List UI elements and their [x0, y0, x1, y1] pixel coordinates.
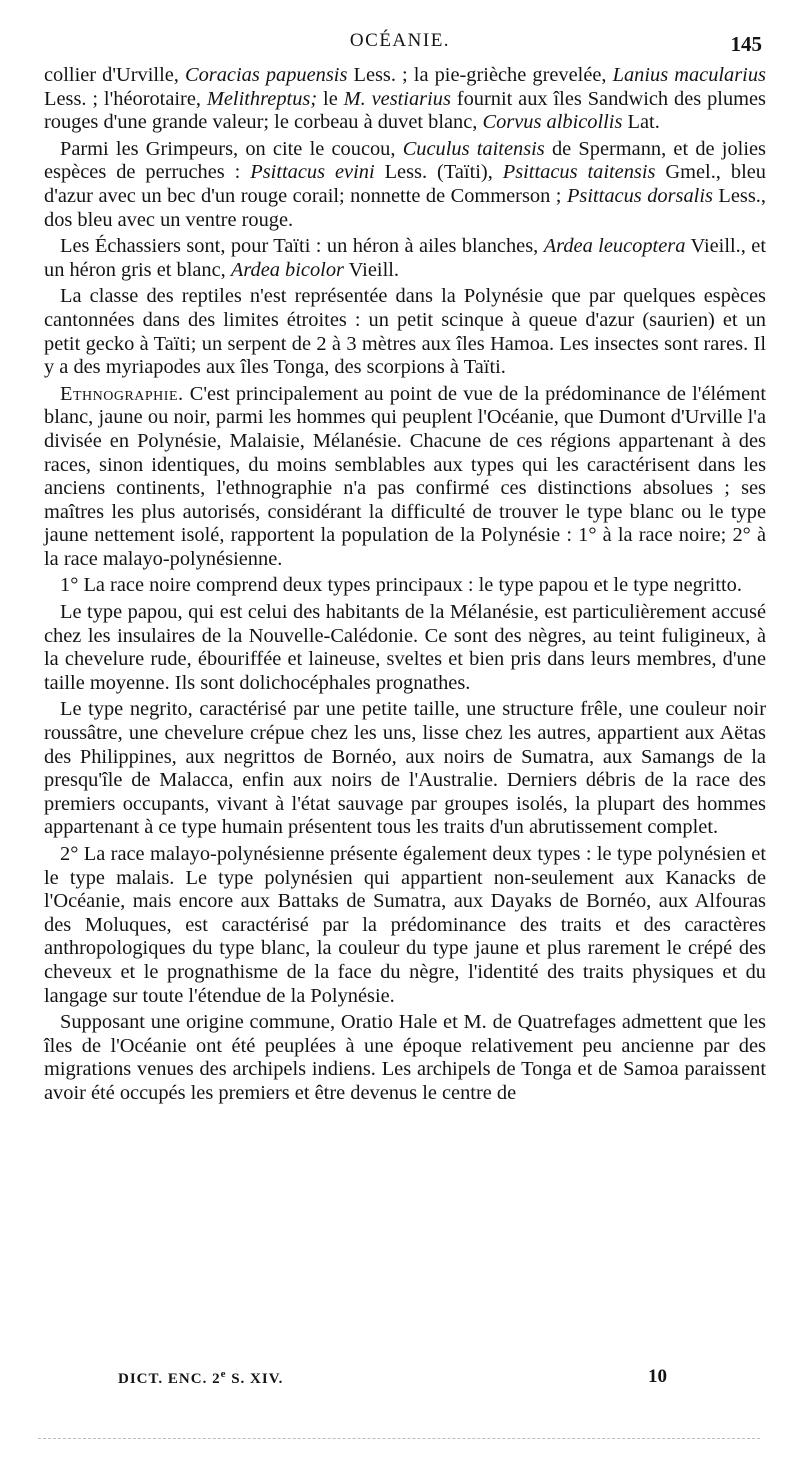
paragraph — [44, 235, 766, 282]
italic-term: M. vestiarius — [343, 87, 451, 110]
italic-term: Psittacus dorsalis — [566, 184, 713, 207]
text-run: Less. ; l'héorotaire, — [44, 87, 207, 110]
signature-suffix: S. XIV. — [226, 1371, 284, 1387]
paragraph — [44, 383, 766, 572]
italic-term: Cuculus taitensis — [402, 137, 545, 160]
text-run: Gmel., bleu d'azur avec un bec d'un rouge corail; nonnette de Commerson ; — [44, 161, 766, 207]
text-run: Le type negrito, caractérisé par une petite taille, une structure frêle, une couleur noir roussâtre, une chevelure crépue chez les uns, lisse chez les autres, appartient aux Aëtas des Philippines, aux negrittos de Bornéo, aux noirs de Sumatra, aux Samangs de la presqu'île de Malacca, enfin aux noirs de l'Australie. Derniers débris de la race des premiers occupants, vivant à l'état sauvage par groupes isolés, la plupart des hommes appartenant à ce type humain présentent tous les traits d'un abrutissement complet. — [44, 698, 766, 839]
text-run: Les Échassiers sont, pour Taïti : un héron à ailes blanches, — [60, 235, 544, 258]
paragraph — [44, 698, 766, 840]
text-run: Less. (Taïti), — [374, 161, 503, 184]
text-run: 2° La race malayo-polynésienne présente également deux types : le type polynésien et le type malais. Le type polynésien qui appartient non-seulement aux Kanacks de l'Océanie, mais encore aux Battaks de Sumatra, aux Dayaks de Bornéo, aux Alfouras des Moluques, est caractérisé par la prédominance des traits et des caractères anthropologiques du type blanc, la couleur du type jaune et plus rarement le crépé des cheveux et le prognathisme de la face du nègre, l'identité des traits physiques et du langage sur toute l'étendue de la Polynésie. — [44, 843, 766, 1007]
text-run: Vieill., et un héron gris et blanc, — [44, 235, 766, 281]
text-run: Less., dos bleu avec un ventre rouge. — [44, 184, 766, 231]
paragraph — [44, 574, 766, 598]
italic-term: Corvus albicollis — [482, 111, 623, 134]
paragraph — [44, 1011, 766, 1105]
text-run: Le type papou, qui est celui des habitants de la Mélanésie, est particulièrement accusé chez les insulaires de la Nouvelle-Calédonie. Ce sont des nègres, au teint fuligineux, à la chevelure rude, ébouriffée et laineuse, sveltes et bien pris dans leurs membres, d'une taille moyenne. Ils sont dolichocéphales prognathes. — [44, 601, 766, 694]
text-run: collier d'Urville, — [44, 64, 185, 86]
text-run: de Spermann, et de jolies espèces de perruches : — [44, 137, 766, 184]
italic-term: Psittacus taitensis — [502, 161, 656, 184]
text-run: le — [317, 87, 344, 110]
text-run: Parmi les Grimpeurs, on cite le coucou, — [60, 137, 403, 160]
text-run: La classe des reptiles n'est représentée dans la Polynésie que par quelques espèces cantonnées dans des limites étroites : un petit scinque à queue d'azur (saurien) et un petit gecko à Taïti; un serpent de 2 à 3 mètres aux îles Hamoa. Les insectes sont rares. Il y a des myriapodes aux îles Tonga, des scorpions à Taïti. — [44, 285, 766, 379]
italic-term: Psittacus evini — [250, 161, 375, 184]
italic-term: Coracias papuensis — [184, 64, 348, 86]
italic-term: Lanius macularius — [612, 64, 766, 86]
paragraph — [44, 64, 766, 135]
text-run: Vieill. — [343, 258, 399, 281]
signature-superscript: e — [220, 1368, 227, 1380]
paragraph — [44, 843, 766, 1008]
paragraph — [44, 285, 766, 379]
running-head — [0, 30, 800, 60]
italic-term: Melithreptus; — [206, 87, 318, 110]
sheet-number: 10 — [648, 1366, 667, 1387]
printer-signature — [118, 1368, 283, 1388]
paragraph — [44, 138, 766, 232]
italic-term: Ardea bicolor — [230, 258, 344, 281]
text-run: Less. ; la pie-grièche grevelée, — [347, 64, 613, 86]
text-run: fournit aux îles Sandwich des plumes rouges d'une grande valeur; le corbeau à duvet blanc, — [44, 87, 766, 134]
text-run: Lat. — [622, 111, 660, 134]
page-number: 145 — [730, 32, 762, 56]
text-run: 1° La race noire comprend deux types principaux : le type papou et le type negritto. — [60, 574, 742, 597]
running-title: OCÉANIE. — [349, 30, 451, 51]
page-bottom-rule — [38, 1438, 760, 1439]
body-text — [44, 64, 766, 1109]
footer — [0, 1364, 800, 1394]
signature-prefix: DICT. ENC. 2 — [118, 1371, 221, 1387]
paragraph — [44, 601, 766, 695]
section-heading: Ethnographie. — [60, 382, 184, 405]
italic-term: Ardea leucoptera — [543, 235, 686, 258]
text-run: C'est principalement au point de vue de la prédominance de l'élément blanc, jaune ou noir, parmi les hommes qui peuplent l'Océanie, que Dumont d'Urville l'a divisée en Polynésie, Malaisie, Mélanésie. Chacune de ces régions appartenant à des races, sinon identiques, du moins semblables aux types qui les caractérisent dans les anciens continents, l'ethnographie n'a pas confirmé ces distinctions absolues ; ses maîtres les plus autorisés, considérant la difficulté de trouver le type blanc ou le type jaune nettement isolé, rapportent la population de la Polynésie : 1° à la race noire; 2° à la race malayo-polynésienne. — [44, 382, 766, 570]
text-run: Supposant une origine commune, Oratio Hale et M. de Quatrefages admettent que les îles de l'Océanie ont été peuplées à une époque relativement peu ancienne par des migrations venues des archipels indiens. Les archipels de Tonga et de Samoa paraissent avoir été occupés les premiers et être devenus le centre de — [44, 1011, 766, 1104]
